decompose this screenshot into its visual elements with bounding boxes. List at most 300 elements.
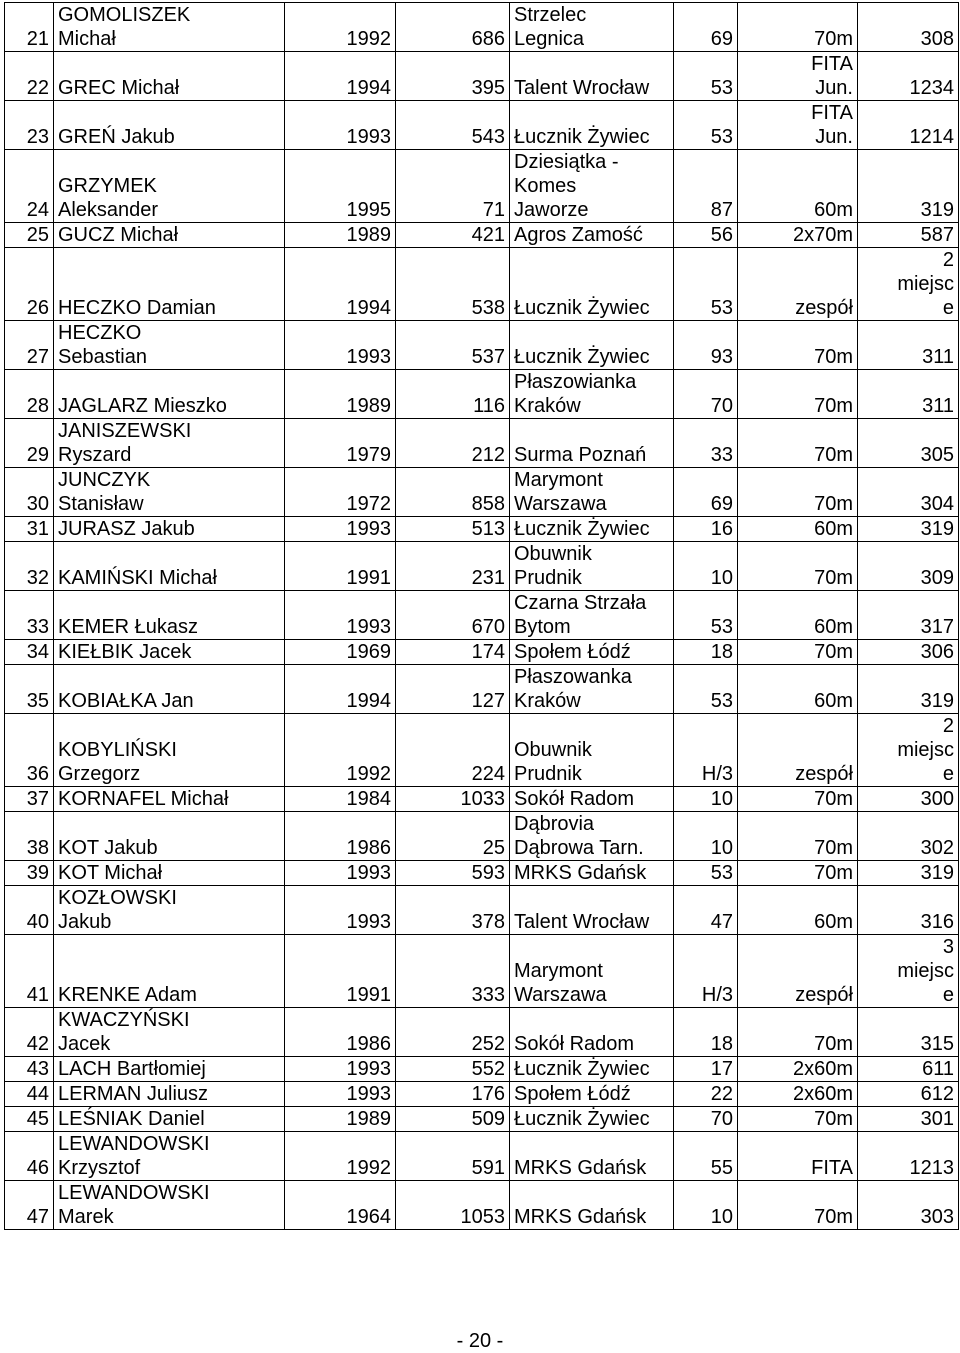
- distance-line: FITA: [811, 102, 853, 124]
- archer-name-line: LEWANDOWSKI: [58, 1182, 210, 1204]
- license-number-cell: 509: [396, 1107, 510, 1132]
- archer-name-cell: [54, 1181, 285, 1230]
- distance-line: 70m: [814, 567, 853, 589]
- row-number-cell: 32: [5, 542, 54, 591]
- result-line: 316: [920, 911, 954, 933]
- archer-name-line: JUNCZYK: [58, 469, 151, 491]
- club-name-line: Płaszowianka: [514, 371, 637, 393]
- result-cell: [858, 101, 959, 150]
- club-name-line: Łucznik Żywiec: [514, 1058, 650, 1080]
- result-line: 311: [922, 346, 954, 368]
- license-number-cell: 378: [396, 886, 510, 935]
- distance-line: 70m: [814, 862, 853, 884]
- club-name-line: Marymont: [514, 960, 603, 982]
- birth-year-cell: 1972: [285, 468, 396, 517]
- club-name-line: Prudnik: [514, 763, 582, 785]
- archer-name-cell: [54, 861, 285, 886]
- row-number-cell: 37: [5, 787, 54, 812]
- archer-name-cell: [54, 640, 285, 665]
- archer-name-line: Sebastian: [58, 346, 147, 368]
- archer-name-line: KOBIAŁKA Jan: [58, 690, 194, 712]
- archer-name-cell: [54, 248, 285, 321]
- club-name-line: Łucznik Żywiec: [514, 1108, 650, 1130]
- result-line: e: [942, 763, 954, 785]
- result-cell: [858, 248, 959, 321]
- archer-name-cell: [54, 665, 285, 714]
- result-cell: [858, 812, 959, 861]
- archer-name-line: GREC Michał: [58, 77, 180, 99]
- club-name-cell: [510, 665, 674, 714]
- distance-line: FITA: [811, 1157, 853, 1179]
- club-name-cell: [510, 640, 674, 665]
- license-number-cell: 1053: [396, 1181, 510, 1230]
- row-number-cell: 43: [5, 1057, 54, 1082]
- birth-year-cell: 1994: [285, 665, 396, 714]
- distance-cell: [738, 101, 858, 150]
- distance-line: zespół: [795, 297, 853, 319]
- license-number-cell: 231: [396, 542, 510, 591]
- distance-cell: [738, 1181, 858, 1230]
- category-cell: 22: [674, 1082, 738, 1107]
- license-number-cell: 537: [396, 321, 510, 370]
- club-name-cell: [510, 1107, 674, 1132]
- club-name-cell: [510, 52, 674, 101]
- row-number-cell: 46: [5, 1132, 54, 1181]
- distance-cell: [738, 150, 858, 223]
- result-line: 302: [920, 837, 954, 859]
- club-name-line: Obuwnik: [514, 739, 592, 761]
- result-cell: [858, 1132, 959, 1181]
- result-line: 1213: [909, 1157, 954, 1179]
- result-line: e: [942, 297, 954, 319]
- result-line: 309: [920, 567, 954, 589]
- category-cell: 18: [674, 1008, 738, 1057]
- club-name-line: Sokół Radom: [514, 1033, 635, 1055]
- table-row: [5, 1181, 959, 1230]
- birth-year-cell: 1979: [285, 419, 396, 468]
- table-row: [5, 665, 959, 714]
- club-name-cell: [510, 3, 674, 52]
- distance-line: Jun.: [815, 126, 853, 148]
- result-cell: [858, 542, 959, 591]
- row-number-cell: 36: [5, 714, 54, 787]
- license-number-cell: 395: [396, 52, 510, 101]
- row-number-cell: 33: [5, 591, 54, 640]
- category-cell: 53: [674, 101, 738, 150]
- club-name-line: Marymont: [514, 469, 603, 491]
- birth-year-cell: 1993: [285, 1082, 396, 1107]
- result-line: 305: [920, 444, 954, 466]
- distance-cell: [738, 1057, 858, 1082]
- archer-name-line: Ryszard: [58, 444, 132, 466]
- birth-year-cell: 1993: [285, 591, 396, 640]
- birth-year-cell: 1993: [285, 886, 396, 935]
- club-name-line: Społem Łódź: [514, 641, 631, 663]
- archer-name-line: Stanisław: [58, 493, 144, 515]
- archer-name-line: KOBYLIŃSKI: [58, 739, 177, 761]
- license-number-cell: 176: [396, 1082, 510, 1107]
- distance-cell: [738, 517, 858, 542]
- result-line: 317: [920, 616, 954, 638]
- license-number-cell: 25: [396, 812, 510, 861]
- archer-name-cell: [54, 1132, 285, 1181]
- archer-name-cell: [54, 1008, 285, 1057]
- distance-cell: [738, 1132, 858, 1181]
- row-number-cell: 27: [5, 321, 54, 370]
- club-name-line: Łucznik Żywiec: [514, 126, 650, 148]
- distance-line: 70m: [814, 1206, 853, 1228]
- result-cell: [858, 1107, 959, 1132]
- distance-cell: [738, 468, 858, 517]
- archer-name-line: KRENKE Adam: [58, 984, 197, 1006]
- result-line: 300: [920, 788, 954, 810]
- birth-year-cell: 1993: [285, 861, 396, 886]
- birth-year-cell: 1992: [285, 714, 396, 787]
- club-name-cell: [510, 248, 674, 321]
- club-name-line: Kraków: [514, 690, 581, 712]
- birth-year-cell: 1989: [285, 223, 396, 248]
- club-name-line: Jaworze: [514, 199, 589, 221]
- archer-name-line: Aleksander: [58, 199, 159, 221]
- table-row: [5, 223, 959, 248]
- distance-line: 60m: [814, 616, 853, 638]
- archer-name-line: Michał: [58, 28, 116, 50]
- archer-name-line: KOT Jakub: [58, 837, 158, 859]
- club-name-line: MRKS Gdańsk: [514, 1206, 647, 1228]
- category-cell: 53: [674, 52, 738, 101]
- result-line: 308: [920, 28, 954, 50]
- club-name-line: Surma Poznań: [514, 444, 647, 466]
- club-name-line: Prudnik: [514, 567, 582, 589]
- table-row: [5, 714, 959, 787]
- table-row: [5, 640, 959, 665]
- category-cell: 53: [674, 861, 738, 886]
- archer-name-cell: [54, 150, 285, 223]
- category-cell: 17: [674, 1057, 738, 1082]
- results-table: [4, 2, 959, 1230]
- category-cell: 10: [674, 787, 738, 812]
- result-cell: [858, 787, 959, 812]
- category-cell: 93: [674, 321, 738, 370]
- result-line: miejsc: [897, 273, 954, 295]
- distance-line: 70m: [814, 444, 853, 466]
- distance-cell: [738, 3, 858, 52]
- archer-name-cell: [54, 370, 285, 419]
- birth-year-cell: 1991: [285, 542, 396, 591]
- result-line: 3: [942, 936, 954, 958]
- archer-name-line: JANISZEWSKI: [58, 420, 192, 442]
- club-name-line: MRKS Gdańsk: [514, 1157, 647, 1179]
- club-name-line: Łucznik Żywiec: [514, 297, 650, 319]
- club-name-line: Kraków: [514, 395, 581, 417]
- club-name-line: Społem Łódź: [514, 1083, 631, 1105]
- result-cell: [858, 861, 959, 886]
- distance-line: 2x60m: [792, 1083, 853, 1105]
- category-cell: 53: [674, 248, 738, 321]
- distance-cell: [738, 223, 858, 248]
- license-number-cell: 224: [396, 714, 510, 787]
- result-line: 301: [920, 1108, 954, 1130]
- table-row: [5, 248, 959, 321]
- result-cell: [858, 52, 959, 101]
- result-cell: [858, 1057, 959, 1082]
- archer-name-line: KIEŁBIK Jacek: [58, 641, 192, 663]
- distance-cell: [738, 1008, 858, 1057]
- archer-name-cell: [54, 812, 285, 861]
- club-name-cell: [510, 591, 674, 640]
- club-name-line: Dąbrovia: [514, 813, 595, 835]
- result-line: e: [942, 984, 954, 1006]
- archer-name-line: GREŃ Jakub: [58, 126, 175, 148]
- category-cell: 70: [674, 1107, 738, 1132]
- row-number-cell: 21: [5, 3, 54, 52]
- distance-cell: [738, 1107, 858, 1132]
- distance-line: 70m: [814, 641, 853, 663]
- club-name-cell: [510, 861, 674, 886]
- distance-line: 70m: [814, 837, 853, 859]
- license-number-cell: 538: [396, 248, 510, 321]
- table-row: [5, 935, 959, 1008]
- archer-name-cell: [54, 52, 285, 101]
- category-cell: 69: [674, 3, 738, 52]
- club-name-line: Agros Zamość: [514, 224, 643, 246]
- row-number-cell: 35: [5, 665, 54, 714]
- result-cell: [858, 714, 959, 787]
- club-name-cell: [510, 150, 674, 223]
- row-number-cell: 23: [5, 101, 54, 150]
- result-cell: [858, 468, 959, 517]
- club-name-line: Obuwnik: [514, 543, 592, 565]
- category-cell: H/3: [674, 935, 738, 1008]
- club-name-cell: [510, 935, 674, 1008]
- archer-name-cell: [54, 321, 285, 370]
- archer-name-line: KWACZYŃSKI: [58, 1009, 190, 1031]
- distance-cell: [738, 787, 858, 812]
- club-name-line: Łucznik Żywiec: [514, 346, 650, 368]
- result-line: 319: [920, 199, 954, 221]
- archer-name-line: LEWANDOWSKI: [58, 1133, 210, 1155]
- distance-cell: [738, 812, 858, 861]
- club-name-cell: [510, 886, 674, 935]
- distance-line: zespół: [795, 984, 853, 1006]
- archer-name-line: Marek: [58, 1206, 114, 1228]
- category-cell: 33: [674, 419, 738, 468]
- table-row: [5, 861, 959, 886]
- club-name-line: Łucznik Żywiec: [514, 518, 650, 540]
- archer-name-line: LEŚNIAK Daniel: [58, 1108, 205, 1130]
- club-name-cell: [510, 223, 674, 248]
- result-line: 311: [922, 395, 954, 417]
- result-cell: [858, 223, 959, 248]
- archer-name-line: HECZKO: [58, 322, 142, 344]
- archer-name-cell: [54, 517, 285, 542]
- table-row: [5, 517, 959, 542]
- result-line: 304: [920, 493, 954, 515]
- result-line: 319: [920, 518, 954, 540]
- result-cell: [858, 370, 959, 419]
- distance-line: FITA: [811, 53, 853, 75]
- archer-name-line: Krzysztof: [58, 1157, 141, 1179]
- club-name-line: Płaszowanka: [514, 666, 632, 688]
- club-name-cell: [510, 812, 674, 861]
- birth-year-cell: 1989: [285, 370, 396, 419]
- archer-name-line: LACH Bartłomiej: [58, 1058, 206, 1080]
- table-row: [5, 886, 959, 935]
- club-name-line: Komes: [514, 175, 577, 197]
- result-line: 2: [942, 715, 954, 737]
- table-row: [5, 101, 959, 150]
- archer-name-line: KOZŁOWSKI: [58, 887, 177, 909]
- category-cell: 18: [674, 640, 738, 665]
- table-row: [5, 370, 959, 419]
- table-row: [5, 1057, 959, 1082]
- license-number-cell: 543: [396, 101, 510, 150]
- birth-year-cell: 1991: [285, 935, 396, 1008]
- page-number: - 20 -: [456, 1330, 504, 1352]
- club-name-cell: [510, 101, 674, 150]
- distance-cell: [738, 419, 858, 468]
- table-row: [5, 468, 959, 517]
- table-row: [5, 1107, 959, 1132]
- archer-name-cell: [54, 468, 285, 517]
- distance-cell: [738, 321, 858, 370]
- archer-name-cell: [54, 1057, 285, 1082]
- category-cell: 10: [674, 542, 738, 591]
- table-row: [5, 812, 959, 861]
- results-table-body: [5, 3, 959, 1230]
- table-row: [5, 321, 959, 370]
- row-number-cell: 45: [5, 1107, 54, 1132]
- result-cell: [858, 935, 959, 1008]
- result-line: 303: [920, 1206, 954, 1228]
- result-line: 611: [922, 1058, 954, 1080]
- archer-name-cell: [54, 787, 285, 812]
- distance-line: 60m: [814, 199, 853, 221]
- club-name-cell: [510, 787, 674, 812]
- result-line: 612: [920, 1083, 954, 1105]
- row-number-cell: 47: [5, 1181, 54, 1230]
- license-number-cell: 593: [396, 861, 510, 886]
- club-name-line: Talent Wrocław: [514, 911, 650, 933]
- license-number-cell: 591: [396, 1132, 510, 1181]
- distance-line: 70m: [814, 1108, 853, 1130]
- distance-cell: [738, 861, 858, 886]
- birth-year-cell: 1969: [285, 640, 396, 665]
- club-name-cell: [510, 1057, 674, 1082]
- license-number-cell: 686: [396, 3, 510, 52]
- table-row: [5, 419, 959, 468]
- result-line: 1234: [909, 77, 954, 99]
- row-number-cell: 29: [5, 419, 54, 468]
- club-name-cell: [510, 517, 674, 542]
- distance-line: 60m: [814, 518, 853, 540]
- archer-name-line: GUCZ Michał: [58, 224, 179, 246]
- distance-line: 2x60m: [792, 1058, 853, 1080]
- distance-cell: [738, 714, 858, 787]
- row-number-cell: 31: [5, 517, 54, 542]
- license-number-cell: 333: [396, 935, 510, 1008]
- result-cell: [858, 419, 959, 468]
- table-row: [5, 1082, 959, 1107]
- row-number-cell: 26: [5, 248, 54, 321]
- license-number-cell: 552: [396, 1057, 510, 1082]
- row-number-cell: 38: [5, 812, 54, 861]
- archer-name-line: GRZYMEK: [58, 175, 157, 197]
- row-number-cell: 22: [5, 52, 54, 101]
- club-name-line: MRKS Gdańsk: [514, 862, 647, 884]
- result-line: 319: [920, 690, 954, 712]
- row-number-cell: 42: [5, 1008, 54, 1057]
- license-number-cell: 670: [396, 591, 510, 640]
- row-number-cell: 40: [5, 886, 54, 935]
- distance-line: Jun.: [815, 77, 853, 99]
- birth-year-cell: 1994: [285, 52, 396, 101]
- archer-name-line: Jacek: [58, 1033, 111, 1055]
- birth-year-cell: 1992: [285, 1132, 396, 1181]
- archer-name-line: LERMAN Juliusz: [58, 1083, 209, 1105]
- archer-name-cell: [54, 591, 285, 640]
- category-cell: 70: [674, 370, 738, 419]
- club-name-cell: [510, 1008, 674, 1057]
- license-number-cell: 1033: [396, 787, 510, 812]
- archer-name-cell: [54, 101, 285, 150]
- row-number-cell: 30: [5, 468, 54, 517]
- result-line: 587: [920, 224, 954, 246]
- distance-line: 70m: [814, 395, 853, 417]
- archer-name-line: KOT Michał: [58, 862, 163, 884]
- birth-year-cell: 1993: [285, 321, 396, 370]
- category-cell: 87: [674, 150, 738, 223]
- distance-cell: [738, 591, 858, 640]
- birth-year-cell: 1995: [285, 150, 396, 223]
- archer-name-cell: [54, 714, 285, 787]
- birth-year-cell: 1986: [285, 812, 396, 861]
- archer-name-line: KAMIŃSKI Michał: [58, 567, 217, 589]
- distance-line: 70m: [814, 493, 853, 515]
- distance-line: 70m: [814, 28, 853, 50]
- archer-name-cell: [54, 935, 285, 1008]
- row-number-cell: 44: [5, 1082, 54, 1107]
- result-cell: [858, 3, 959, 52]
- row-number-cell: 34: [5, 640, 54, 665]
- category-cell: 53: [674, 665, 738, 714]
- distance-cell: [738, 1082, 858, 1107]
- result-line: 315: [920, 1033, 954, 1055]
- archer-name-line: Grzegorz: [58, 763, 141, 785]
- license-number-cell: 174: [396, 640, 510, 665]
- result-line: 1214: [909, 126, 954, 148]
- category-cell: 55: [674, 1132, 738, 1181]
- result-line: miejsc: [897, 960, 954, 982]
- result-line: 319: [920, 862, 954, 884]
- club-name-line: Warszawa: [514, 493, 607, 515]
- archer-name-line: KEMER Łukasz: [58, 616, 199, 638]
- club-name-cell: [510, 1082, 674, 1107]
- table-row: [5, 3, 959, 52]
- distance-line: 60m: [814, 690, 853, 712]
- row-number-cell: 41: [5, 935, 54, 1008]
- birth-year-cell: 1994: [285, 248, 396, 321]
- distance-cell: [738, 370, 858, 419]
- club-name-cell: [510, 370, 674, 419]
- category-cell: 53: [674, 591, 738, 640]
- distance-line: 60m: [814, 911, 853, 933]
- category-cell: 47: [674, 886, 738, 935]
- category-cell: H/3: [674, 714, 738, 787]
- license-number-cell: 212: [396, 419, 510, 468]
- distance-line: 2x70m: [792, 224, 853, 246]
- result-cell: [858, 591, 959, 640]
